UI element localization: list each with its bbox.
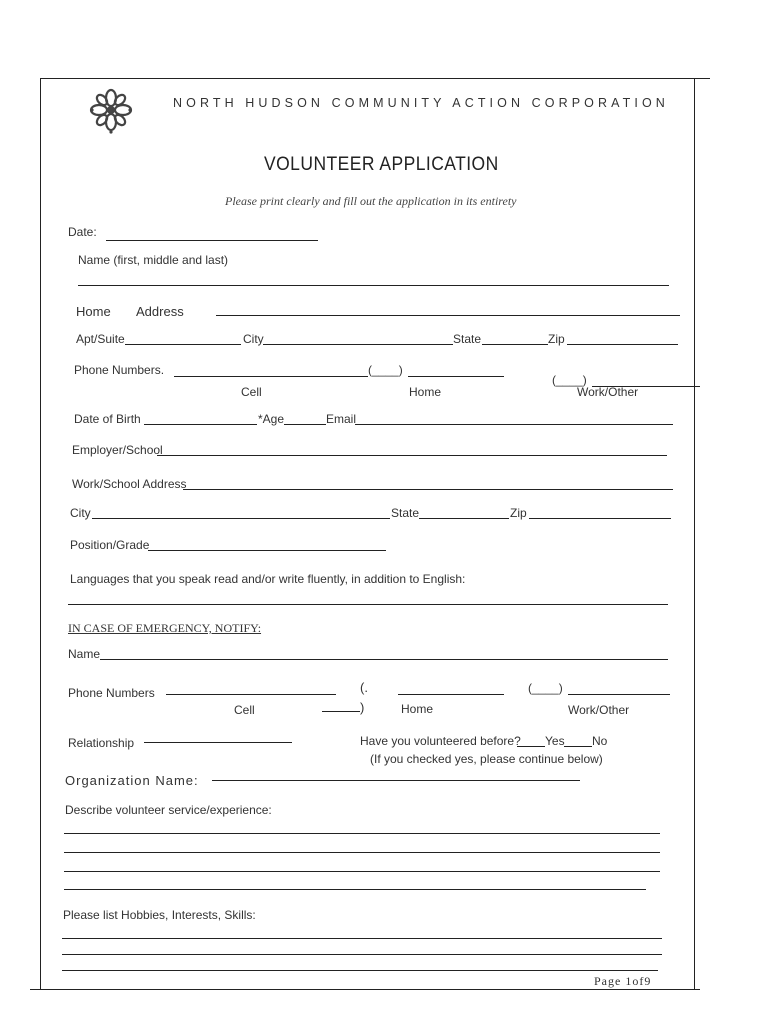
work-phone-paren: (____)	[552, 373, 587, 387]
hobbies-line-3[interactable]	[62, 970, 658, 971]
organization-field[interactable]	[212, 780, 580, 781]
home-label: Home	[76, 304, 111, 319]
home-caption: Home	[409, 385, 442, 399]
employer-field[interactable]	[157, 455, 667, 456]
work-city-field[interactable]	[92, 518, 390, 519]
describe-label: Describe volunteer service/experience:	[65, 803, 272, 817]
dob-label: Date of Birth	[74, 412, 141, 426]
flower-logo-icon	[88, 86, 134, 134]
home-phone-field[interactable]	[408, 376, 504, 377]
date-field[interactable]	[106, 240, 318, 241]
emergency-name-label: Name	[68, 647, 101, 661]
hobbies-line-2[interactable]	[62, 954, 662, 955]
work-city-label: City	[70, 506, 91, 520]
age-field[interactable]	[284, 424, 326, 425]
form-instructions: Please print clearly and fill out the application in its entirety	[225, 194, 517, 208]
emergency-cell-field[interactable]	[166, 694, 336, 695]
no-label: No	[592, 734, 608, 748]
employer-label: Employer/School	[72, 443, 163, 457]
no-checkbox-line[interactable]	[564, 746, 592, 747]
dob-field[interactable]	[144, 424, 257, 425]
work-other-caption: Work/Other	[577, 385, 639, 399]
position-label: Position/Grade	[70, 538, 150, 552]
state-label: State	[453, 332, 482, 346]
name-field[interactable]	[78, 285, 669, 286]
describe-line-3[interactable]	[64, 871, 660, 872]
name-label: Name (first, middle and last)	[78, 253, 229, 267]
city-label: City	[243, 332, 264, 346]
emergency-work-paren: (____)	[528, 681, 563, 695]
emergency-home-caption: Home	[401, 702, 434, 716]
org-name: NORTH HUDSON COMMUNITY ACTION CORPORATION	[173, 96, 669, 110]
apt-suite-label: Apt/Suite	[76, 332, 125, 346]
relationship-field[interactable]	[144, 742, 292, 743]
emergency-paren-close: )	[360, 700, 365, 715]
emergency-work-caption: Work/Other	[568, 703, 630, 717]
organization-label: Organization Name:	[65, 773, 199, 788]
form-title: VOLUNTEER APPLICATION	[264, 154, 499, 175]
city-field[interactable]	[263, 344, 453, 345]
hobbies-line-1[interactable]	[62, 938, 662, 939]
volunteered-question: Have you volunteered before?	[360, 734, 521, 748]
emergency-name-field[interactable]	[100, 659, 668, 660]
emergency-paren-open: (.	[360, 680, 368, 695]
home-phone-paren: (____)	[368, 363, 403, 377]
cell-caption: Cell	[241, 385, 262, 399]
frame-right-line	[694, 78, 695, 990]
emergency-area-code-line[interactable]	[322, 711, 360, 712]
work-zip-field[interactable]	[529, 518, 671, 519]
work-address-label: Work/School Address	[72, 477, 187, 491]
work-zip-label: Zip	[510, 506, 527, 520]
age-label: *Age	[258, 412, 285, 426]
phone-numbers-label: Phone Numbers.	[74, 363, 165, 377]
yes-checkbox-line[interactable]	[517, 746, 545, 747]
emergency-heading: IN CASE OF EMERGENCY, NOTIFY:	[68, 621, 262, 635]
page-number: Page 1of9	[594, 974, 652, 988]
cell-phone-field[interactable]	[174, 376, 368, 377]
zip-field[interactable]	[567, 344, 678, 345]
describe-line-4[interactable]	[64, 889, 646, 890]
emergency-home-field[interactable]	[398, 694, 504, 695]
date-label: Date:	[68, 225, 97, 239]
describe-line-2[interactable]	[64, 852, 660, 853]
work-state-field[interactable]	[419, 518, 509, 519]
languages-label: Languages that you speak read and/or write fluently, in addition to English:	[70, 572, 466, 586]
emergency-phone-label: Phone Numbers	[68, 686, 155, 700]
apt-suite-field[interactable]	[125, 344, 241, 345]
work-state-label: State	[391, 506, 420, 520]
describe-line-1[interactable]	[64, 833, 660, 834]
work-address-field[interactable]	[183, 489, 673, 490]
zip-label: Zip	[548, 332, 565, 346]
emergency-cell-caption: Cell	[234, 703, 255, 717]
languages-field[interactable]	[68, 604, 668, 605]
frame-bottom-line	[30, 989, 700, 990]
address-field[interactable]	[216, 315, 680, 316]
if-yes-note: (If you checked yes, please continue below)	[370, 752, 603, 766]
email-label: Email	[326, 412, 357, 426]
email-field[interactable]	[355, 424, 673, 425]
relationship-label: Relationship	[68, 736, 135, 750]
yes-label: Yes	[545, 734, 565, 748]
state-field[interactable]	[482, 344, 548, 345]
frame-left-line	[40, 78, 41, 990]
frame-top-line	[40, 78, 710, 79]
hobbies-label: Please list Hobbies, Interests, Skills:	[63, 908, 256, 922]
address-label: Address	[136, 304, 184, 319]
emergency-work-field[interactable]	[568, 694, 670, 695]
position-field[interactable]	[148, 550, 386, 551]
